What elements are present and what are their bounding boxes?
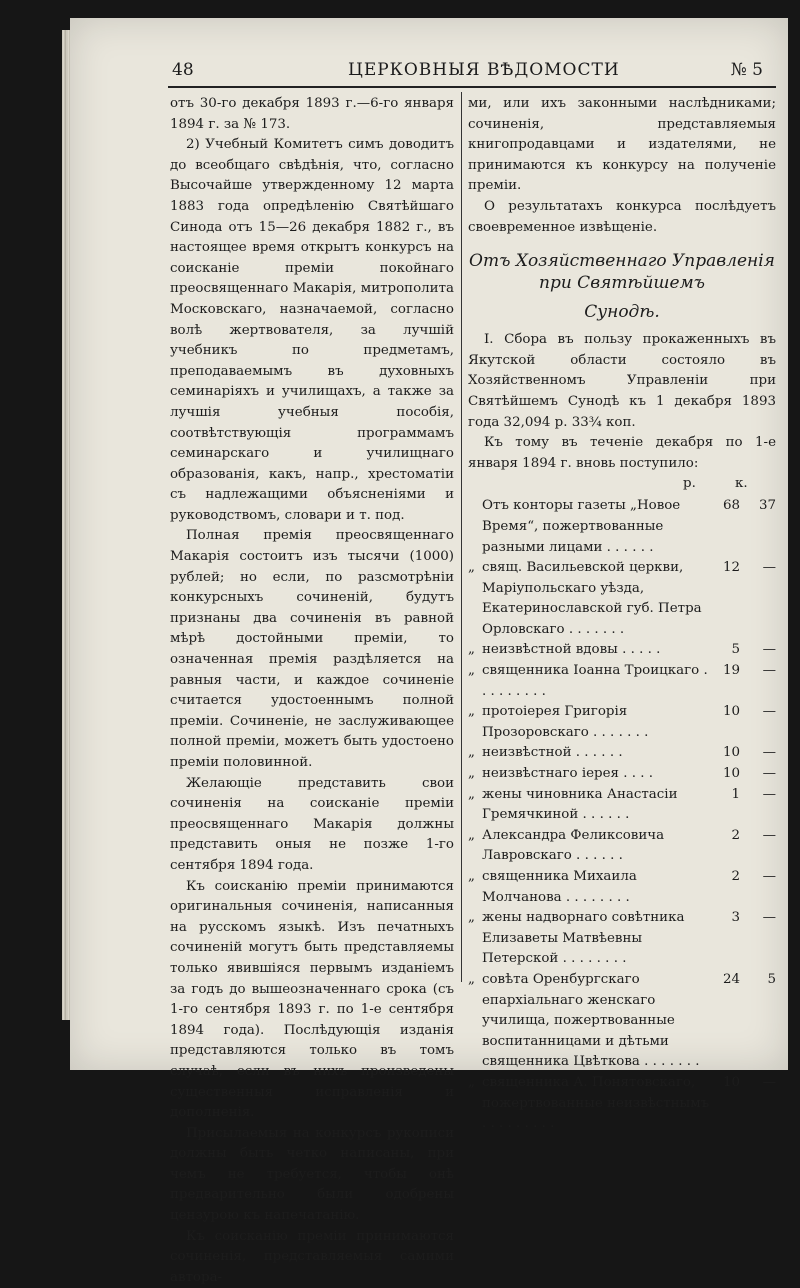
header-rule (168, 86, 776, 88)
kopecks-header: к. (735, 476, 748, 492)
donation-source: жены надворнаго совѣтника Елизаветы Матвѣевны Петерской . . . . . . . . (482, 910, 685, 967)
donation-kopecks: — (762, 704, 776, 720)
donation-row (468, 826, 776, 867)
donation-rubles: 3 (731, 910, 740, 926)
donation-source: свящ. Васильевской церкви, Маріупольскаго уѣзда, Екатеринославской губ. Петра Орловскаго . . . . . . . (482, 560, 702, 637)
donation-row (468, 640, 776, 661)
donation-rubles: 5 (731, 642, 740, 658)
donation-marker: „ (468, 663, 475, 679)
donation-row (468, 702, 776, 743)
donation-rubles: 19 (722, 663, 740, 679)
donation-marker: „ (468, 910, 475, 926)
donation-row (468, 743, 776, 764)
donation-rubles: 12 (722, 560, 740, 576)
donation-kopecks: 5 (767, 971, 776, 987)
donation-source: протоіерея Григорія Прозоровскаго . . . . . . . (482, 704, 649, 740)
right-column (468, 94, 776, 1135)
donation-source: неизвѣстной . . . . . . (482, 745, 623, 761)
section-paragraph: Къ тому въ теченіе декабря по 1-е января 1894 г. вновь поступило: (468, 435, 776, 471)
section-paragraph: I. Сбора въ пользу прокаженныхъ въ Якутской области состояло въ Хозяйственномъ Управленіи при Святѣйшемъ Сунодѣ къ 1 декабря 1893 года 32,094 р. 33¾ коп. (468, 332, 776, 430)
donation-row (468, 1073, 776, 1135)
donation-source: священника А. Понятовскаго, пожертвованные неизвѣстнымъ . . . . . . . . . (482, 1074, 710, 1132)
donation-marker: „ (468, 704, 475, 720)
donation-rubles: 10 (722, 766, 740, 782)
donation-rubles: 24 (722, 971, 740, 987)
donation-marker: „ (468, 1074, 475, 1090)
donation-kopecks: — (762, 560, 776, 576)
donation-source: совѣта Оренбургскаго епархіальнаго женскаго училища, пожертвованные воспитанницами и дѣтьми священника Цвѣткова . . . . . . . (482, 971, 700, 1070)
donation-kopecks: — (762, 786, 776, 802)
donation-kopecks: — (762, 1074, 776, 1090)
donation-marker: „ (468, 642, 475, 658)
donation-kopecks: — (762, 663, 776, 679)
rubles-header: р. (683, 476, 696, 492)
left-paragraph: Полная премія преосвященнаго Макарія состоитъ изъ тысячи (1000) рублей; но если, по разсмотрѣніи конкурсныхъ сочиненій, будутъ признаны два сочиненія въ равной мѣрѣ достойными преміи, то означенная премія раздѣляется на равныя части, и каждое сочиненіе считается удостоеннымъ полной преміи. Сочиненіе, не заслуживающее полной преміи, можетъ быть удостоено преміи половинной. (170, 528, 454, 770)
donation-marker: „ (468, 827, 475, 843)
journal-title: ЦЕРКОВНЫЯ ВѢДОМОСТИ (348, 60, 620, 80)
right-paragraphs (468, 330, 776, 474)
section-title: Отъ Хозяйственнаго Управленія при Святѣйшемъ (469, 251, 775, 294)
donation-row (468, 558, 776, 640)
donation-kopecks: 37 (758, 498, 776, 514)
donation-kopecks: — (762, 745, 776, 761)
left-paragraph: Къ соисканію преміи принимаются оригинальныя сочиненія, написанныя на русскомъ языкѣ. Изъ печатныхъ сочиненій могутъ быть представляемы только явившіяся первымъ изданіемъ за годъ до вышеозначеннаго срока (съ 1-го сентября 1893 г. по 1-е сентября 1894 года). Послѣдующія изданія представляются только въ томъ случаѣ, если въ нихъ произведены существенныя исправленія и дополненія. (170, 878, 454, 1121)
donation-row (468, 908, 776, 970)
donation-kopecks: — (762, 910, 776, 926)
donation-rubles: 1 (731, 786, 740, 802)
left-paragraph: Присылаемыя на конкурсъ рукописи должны быть четко написаны, при чемъ не требуется, чтобы онѣ предварительно были одобрены цензурою къ напечатанію. (170, 1125, 454, 1224)
donation-source: священника Михаила Молчанова . . . . . . . . (482, 869, 637, 905)
donation-row (468, 867, 776, 908)
donation-kopecks: — (762, 642, 776, 658)
donation-marker: „ (468, 766, 475, 782)
donation-rubles: 68 (722, 498, 740, 514)
donation-source: священника Іоанна Троицкаго . . . . . . . . . (482, 663, 708, 699)
page-header (168, 58, 773, 84)
donation-source: Александра Феликсовича Лавровскаго . . . . . . (482, 827, 665, 864)
page-number: 48 (172, 60, 194, 80)
donation-rubles: 10 (722, 1074, 740, 1090)
donation-rubles: 2 (731, 827, 740, 843)
left-column (170, 94, 454, 1288)
donation-rubles: 2 (731, 869, 740, 884)
donation-list-header (468, 474, 776, 496)
column-divider (461, 92, 462, 982)
left-paragraph: отъ 30-го декабря 1893 г.—6-го января 1894 г. за № 173. (170, 96, 454, 132)
donation-source: жены чиновника Анастасіи Гремячкиной . . . . . . (482, 786, 678, 823)
right-paragraph: ми, или ихъ законными наслѣдниками; сочиненія, представляемыя книгопродавцами и издателями, не принимаются къ конкурсу на полученіе преміи. (468, 96, 776, 194)
donation-row (468, 661, 776, 702)
donation-marker: „ (468, 745, 475, 761)
issue-number: № 5 (730, 60, 763, 80)
donation-rubles: 10 (722, 704, 740, 720)
donation-list (468, 496, 776, 1134)
donation-row (468, 970, 776, 1073)
donation-rubles: 10 (722, 745, 740, 761)
donation-marker: „ (468, 786, 475, 802)
right-intro (468, 94, 776, 238)
left-paragraph: Къ соисканію преміи принимаются сочиненія, представляемыя самими автора- (170, 1228, 454, 1285)
donation-row (468, 496, 776, 558)
donation-source: неизвѣстной вдовы . . . . . (482, 642, 661, 658)
right-paragraph: О результатахъ конкурса послѣдуетъ своевременное извѣщеніе. (468, 198, 776, 235)
donation-source: неизвѣстнаго іерея . . . . (482, 766, 654, 782)
donation-row (468, 785, 776, 826)
left-paragraph: Желающіе представить свои сочиненія на соисканіе преміи преосвященнаго Макарія должны представить оныя не позже 1-го сентября 1894 года. (170, 775, 454, 873)
donation-marker: „ (468, 971, 475, 987)
donation-row (468, 764, 776, 785)
left-paragraph: 2) Учебный Комитетъ симъ доводитъ до всеобщаго свѣдѣнія, что, согласно Высочайше утвержденному 12 марта 1883 года опредѣленію Святѣйшаго Синода отъ 15—26 декабря 1882 г., въ настоящее время открытъ конкурсъ на соисканіе преміи покойнаго преосвященнаго Макарія, митрополита Московскаго, назначаемой, согласно волѣ жертвователя, за лучшій учебникъ по предметамъ, преподаваемымъ въ духовныхъ семинаріяхъ и училищахъ, а также за лучшія учебныя пособія, соотвѣтствующія программамъ семинарскаго и училищнаго образованія, какъ, напр., хрестоматіи съ надлежащими объясненіями и руководствомъ, словари и т. под. (170, 137, 454, 523)
donation-marker: „ (468, 869, 475, 884)
donation-marker: „ (468, 560, 475, 576)
donation-kopecks: — (762, 827, 776, 843)
section-subtitle: Сунодѣ. (584, 302, 660, 323)
donation-kopecks: — (762, 766, 776, 782)
donation-source: Отъ конторы газеты „Новое Время“, пожертвованные разными лицами . . . . . . (482, 498, 681, 555)
donation-kopecks: — (762, 869, 776, 884)
